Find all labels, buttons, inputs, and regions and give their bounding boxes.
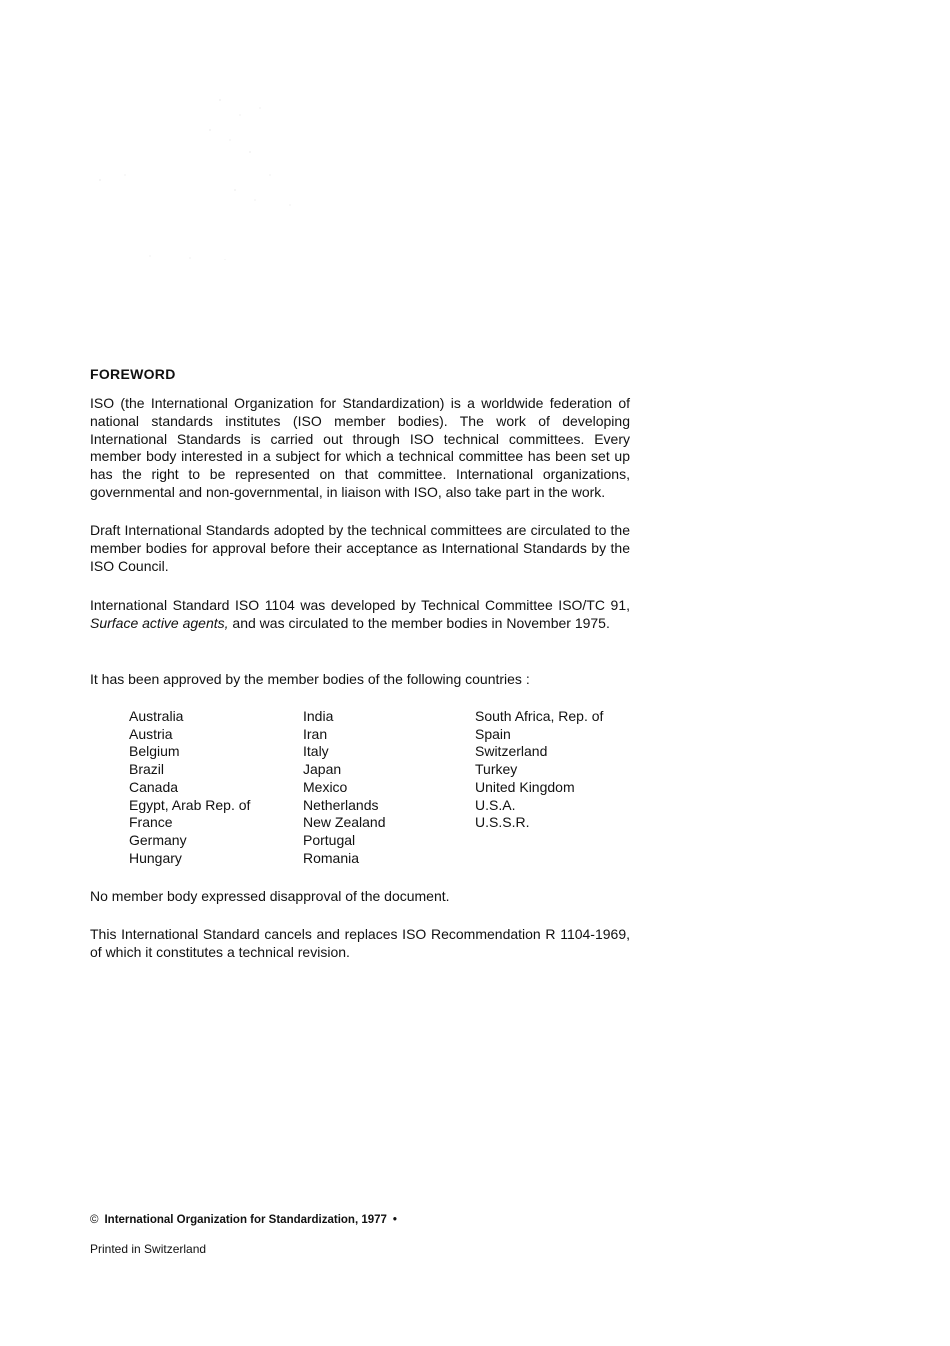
- country-item: New Zealand: [303, 814, 386, 831]
- country-item: Belgium: [129, 743, 180, 760]
- countries-column-2: [303, 708, 386, 867]
- country-item: India: [303, 708, 334, 724]
- country-item: Austria: [129, 725, 173, 742]
- copyright-icon: ©: [90, 1214, 99, 1226]
- foreword-paragraph-replacement: This International Standard cancels and replaces ISO Recommendation R 1104-1969, of which it constitutes a technical revision.: [90, 926, 630, 960]
- country-item: Hungary: [129, 849, 182, 866]
- foreword-paragraph-draft-standards: Draft International Standards adopted by the technical committees are circulated to the member bodies for approval before their acceptance as International Standards by the ISO Council.: [90, 522, 630, 574]
- country-item: Portugal: [303, 831, 356, 848]
- country-item: South Africa, Rep. of: [475, 708, 604, 724]
- country-item: Japan: [303, 761, 342, 778]
- printed-location: Printed in Switzerland: [90, 1242, 207, 1256]
- foreword-paragraph-development: [90, 597, 630, 633]
- foreword-paragraph-approval-intro: It has been approved by the member bodies of the following countries :: [90, 671, 530, 687]
- country-item: Germany: [129, 831, 187, 848]
- country-item: Italy: [303, 743, 329, 760]
- committee-title-italic: Surface active agents,: [90, 614, 229, 631]
- bullet-icon: •: [392, 1214, 397, 1226]
- country-item: U.S.S.R.: [475, 814, 530, 831]
- country-item: Switzerland: [475, 743, 548, 760]
- foreword-heading: FOREWORD: [90, 366, 176, 382]
- country-item: Mexico: [303, 778, 348, 795]
- country-item: Canada: [129, 778, 179, 795]
- copyright-text: International Organization for Standardization, 1977: [104, 1214, 387, 1226]
- countries-column-1: [129, 708, 250, 867]
- foreword-paragraph-no-disapproval: No member body expressed disapproval of the document.: [90, 888, 450, 904]
- country-item: Brazil: [129, 761, 165, 778]
- country-item: U.S.A.: [475, 796, 516, 813]
- country-item: Australia: [129, 708, 184, 724]
- country-item: Spain: [475, 725, 511, 742]
- development-text-before: International Standard ISO 1104 was developed by Technical Committee ISO/TC 91,: [90, 597, 630, 613]
- country-item: Netherlands: [303, 796, 379, 813]
- country-item: Iran: [303, 725, 328, 742]
- country-item: France: [129, 814, 173, 831]
- country-item: United Kingdom: [475, 778, 575, 795]
- country-item: Romania: [303, 849, 360, 866]
- country-item: Egypt, Arab Rep. of: [129, 796, 251, 813]
- foreword-paragraph-iso-description: ISO (the International Organization for Standardization) is a worldwide federation of national standards institutes (ISO member bodies). The work of developing International Standards is carried out through ISO technical committees. Every member body interested in a subject for which a technical committee has been set up has the right to be represented on that committee. International organizations, governmental and non-governmental, in liaison with ISO, also take part in the work.: [90, 395, 630, 500]
- development-text-after: and was circulated to the member bodies in November 1975.: [228, 614, 610, 631]
- country-item: Turkey: [475, 761, 518, 778]
- copyright-line: [90, 1214, 397, 1226]
- countries-column-3: [475, 708, 603, 832]
- scan-speckle-noise: [90, 80, 350, 260]
